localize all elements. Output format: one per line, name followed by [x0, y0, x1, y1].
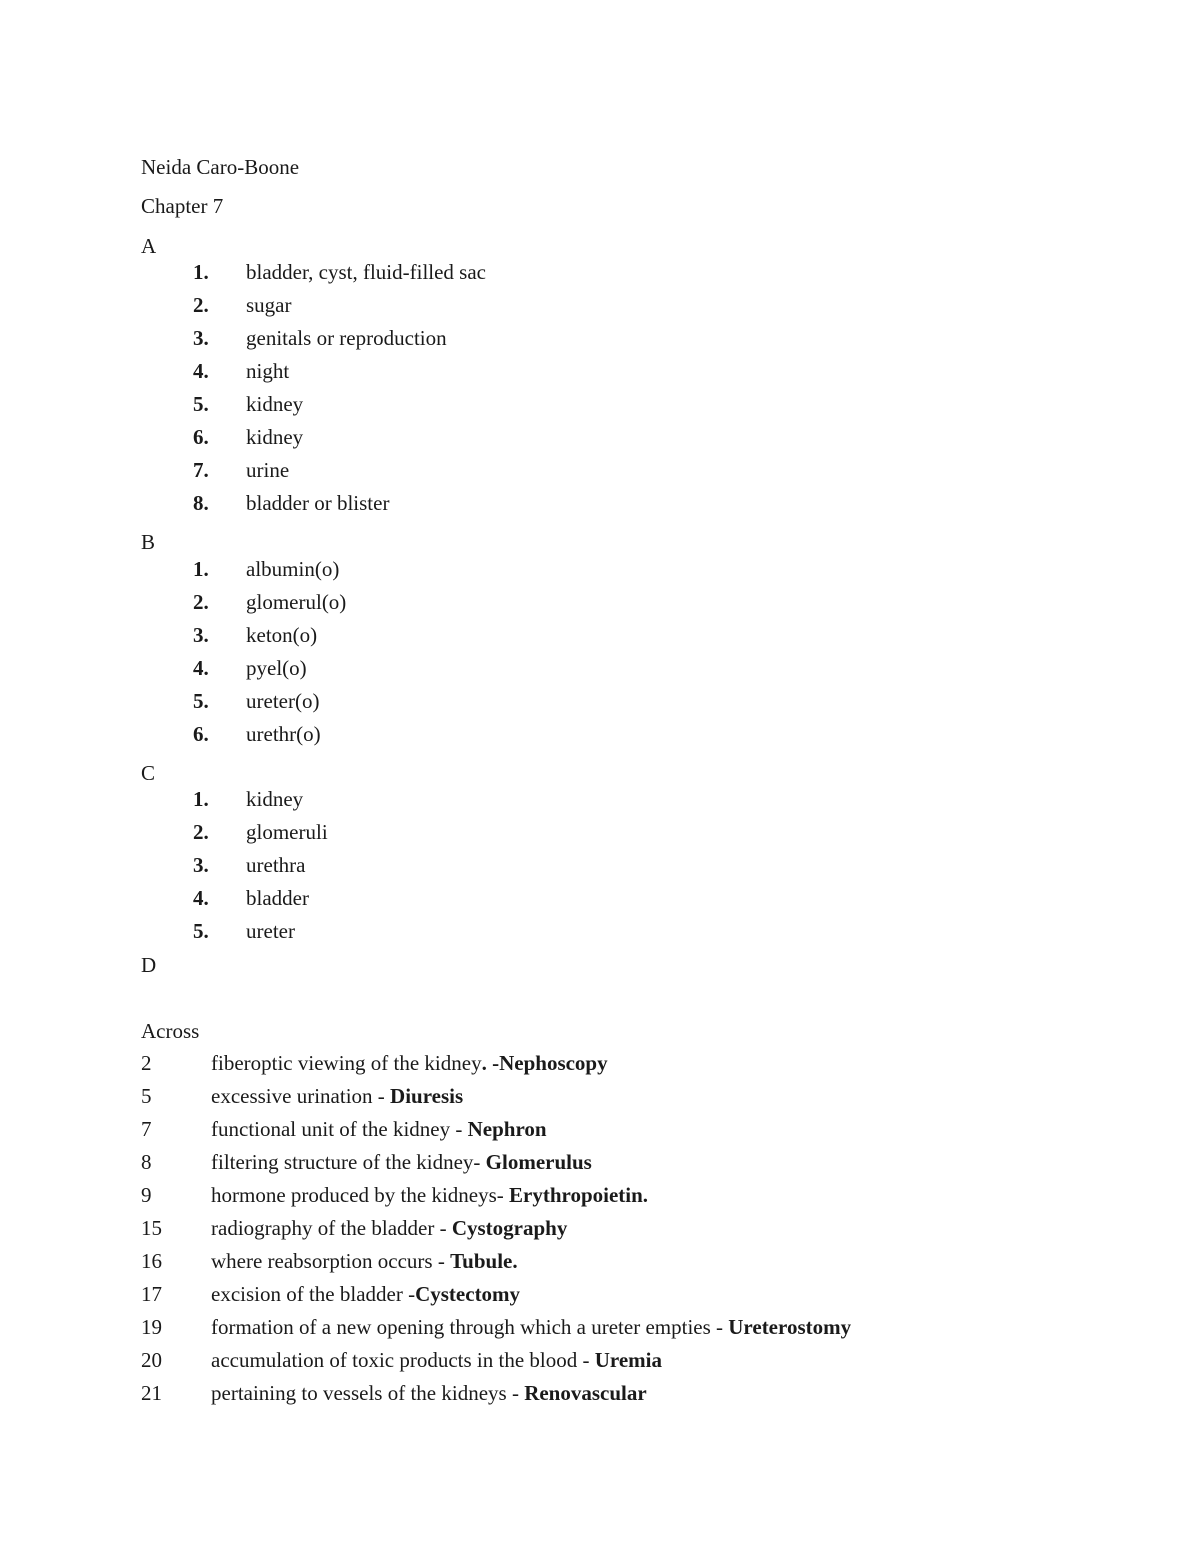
clue-answer: Tubule.: [450, 1249, 518, 1273]
clue-text: filtering structure of the kidney-: [211, 1150, 486, 1174]
item-number: 3.: [193, 326, 209, 350]
item-text: pyel(o): [246, 656, 307, 680]
clue-text: hormone produced by the kidneys-: [211, 1183, 510, 1207]
item-text: ureter: [246, 919, 295, 943]
item-number: 5.: [193, 689, 209, 713]
item-number: 6.: [193, 722, 209, 746]
chapter-title: Chapter 7: [141, 194, 224, 218]
clue-text: functional unit of the kidney -: [211, 1117, 468, 1141]
item-text: keton(o): [246, 623, 318, 647]
item-number: 4.: [193, 359, 209, 383]
clue-number: 5: [141, 1084, 152, 1108]
section-c-label: C: [141, 761, 156, 785]
clue-text: excessive urination -: [211, 1084, 391, 1108]
clue-answer: Nephoscopy: [499, 1051, 608, 1075]
clue-number: 15: [141, 1216, 162, 1240]
clue-answer: Cystectomy: [415, 1282, 521, 1306]
clue-answer: Uremia: [594, 1348, 663, 1372]
item-text: urethra: [246, 853, 306, 877]
item-text: urine: [246, 458, 290, 482]
clue-sep: . -: [481, 1051, 500, 1075]
clue-number: 17: [141, 1282, 162, 1306]
clue-number: 21: [141, 1381, 162, 1405]
clue-answer: Glomerulus: [485, 1150, 592, 1174]
clue-answer: Diuresis: [390, 1084, 464, 1108]
clue-number: 20: [141, 1348, 162, 1372]
item-text: kidney: [246, 787, 304, 811]
across-heading: Across: [141, 1019, 200, 1043]
section-a-label: A: [141, 234, 157, 258]
item-number: 7.: [193, 458, 209, 482]
item-text: sugar: [246, 293, 292, 317]
item-text: glomerul(o): [246, 590, 347, 614]
item-number: 5.: [193, 392, 209, 416]
clue-text: radiography of the bladder -: [211, 1216, 452, 1240]
item-number: 1.: [193, 787, 209, 811]
item-text: albumin(o): [246, 557, 340, 581]
clue-answer: Ureterostomy: [728, 1315, 852, 1339]
clue-number: 2: [141, 1051, 152, 1075]
item-number: 3.: [193, 853, 209, 877]
clue-text: accumulation of toxic products in the blood -: [211, 1348, 595, 1372]
item-number: 2.: [193, 590, 209, 614]
section-b-label: B: [141, 530, 156, 554]
clue-answer: Renovascular: [524, 1381, 647, 1405]
item-number: 4.: [193, 656, 209, 680]
item-text: bladder, cyst, fluid-filled sac: [246, 260, 486, 284]
clue-text: fiberoptic viewing of the kidney: [211, 1051, 482, 1075]
author-name: Neida Caro-Boone: [141, 155, 300, 179]
item-text: kidney: [246, 425, 304, 449]
clue-text: where reabsorption occurs -: [211, 1249, 451, 1273]
item-number: 1.: [193, 557, 209, 581]
clue-answer: Cystography: [451, 1216, 568, 1240]
item-text: bladder: [246, 886, 309, 910]
clue-answer: Erythropoietin.: [509, 1183, 649, 1207]
item-text: glomeruli: [246, 820, 328, 844]
item-text: genitals or reproduction: [246, 326, 447, 350]
item-text: kidney: [246, 392, 304, 416]
item-number: 5.: [193, 919, 209, 943]
section-d-label: D: [141, 953, 157, 977]
clue-text: formation of a new opening through which a ureter empties -: [211, 1315, 729, 1339]
item-number: 3.: [193, 623, 209, 647]
clue-answer: Nephron: [467, 1117, 547, 1141]
clue-text: pertaining to vessels of the kidneys -: [211, 1381, 525, 1405]
item-text: urethr(o): [246, 722, 321, 746]
item-number: 2.: [193, 820, 209, 844]
item-number: 1.: [193, 260, 209, 284]
clue-number: 8: [141, 1150, 152, 1174]
item-number: 4.: [193, 886, 209, 910]
item-number: 6.: [193, 425, 209, 449]
clue-number: 9: [141, 1183, 152, 1207]
item-text: ureter(o): [246, 689, 320, 713]
clue-number: 7: [141, 1117, 152, 1141]
clue-number: 19: [141, 1315, 162, 1339]
clue-text: excision of the bladder -: [211, 1282, 416, 1306]
item-text: night: [246, 359, 290, 383]
item-number: 2.: [193, 293, 209, 317]
clue-number: 16: [141, 1249, 162, 1273]
item-text: bladder or blister: [246, 491, 390, 515]
item-number: 8.: [193, 491, 209, 515]
